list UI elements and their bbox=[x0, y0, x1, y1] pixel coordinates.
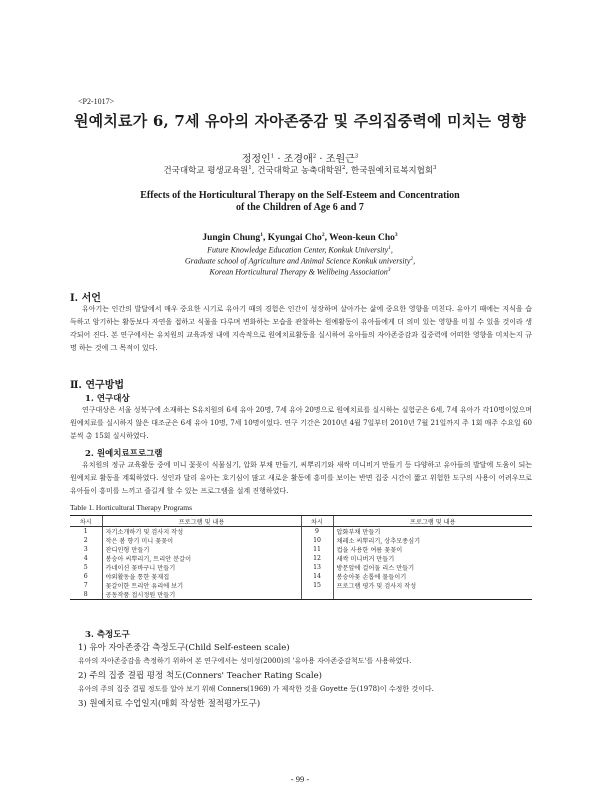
table-row bbox=[70, 536, 532, 545]
title-korean: 원예치료가 6, 7세 유아의 자아존중감 및 주의집중력에 미치는 영향 bbox=[73, 112, 527, 130]
table-row bbox=[70, 590, 532, 600]
table-cell: 압화부채 만들기 bbox=[333, 527, 532, 537]
table-cell: 5 bbox=[83, 564, 88, 571]
table-row bbox=[70, 527, 532, 537]
affiliation: Korean Horticultural Therapy & Wellbeing Association bbox=[209, 267, 388, 277]
table-cell: 봉숭아 씨뿌리기, 트리안 분갈이 bbox=[102, 554, 301, 563]
measure-description: 유아의 주의 집중 결핍 정도를 알아 보기 위해 Conners(1969) 가 제작한 것을 Goyette 등(1978)이 수정한 것이다. bbox=[78, 685, 434, 693]
author-sup: 2 bbox=[312, 153, 317, 160]
table-cell: 7 bbox=[83, 582, 88, 589]
table-row bbox=[70, 545, 532, 554]
title-english-line: Effects of the Horticultural Therapy on the Self-Esteem and Concentration bbox=[140, 190, 460, 201]
table-header: 프로그램 및 내용 bbox=[102, 516, 301, 527]
table-cell: 12 bbox=[301, 554, 333, 563]
subsection-heading-measures: 3. 측정도구 bbox=[85, 630, 130, 640]
table-row bbox=[70, 572, 532, 581]
page-number: - 99 - bbox=[290, 774, 310, 784]
author-name: 조원근 bbox=[325, 154, 355, 165]
table-header: 프로그램 및 내용 bbox=[333, 516, 532, 527]
intro-paragraph: 유아기는 인간의 발달에서 매우 중요한 시기로 유아기 때의 경험은 인간이 성장하며 살아가는 삶에 중요한 영향을 미친다. 유아기 때에는 지식을 습득하고 암기하는 활동보다 자연을 접하고 식물을 다루며 변화하는 모습을 관찰하는 원예활동이 유아들에게 더 의미 있는 영향을 미칠 수 있을 것이라 생각되어 진다. 본 연구에서는 유치원의 교육과정 내에 지속적으로 원예치료활동을 실시하여 유아들의 자아존중감과 집중력에 어떠한 영향을 미치는지 규명 하는 것에 그 목적이 있다. bbox=[70, 305, 532, 352]
table-row bbox=[70, 581, 532, 590]
measure-description: 유아의 자아존중감을 측정하기 위하여 본 연구에서는 성미성(2000)의 '유아용 자아존중감척도'를 사용하였다. bbox=[78, 657, 412, 665]
author-sup: 3 bbox=[394, 232, 398, 238]
affiliations-korean: 건국대학교 평생교육원$^1$, 건국대학교 농축대학원$^2$, 한국원예치료복지협회$^3$ bbox=[163, 165, 437, 176]
affiliations-english bbox=[100, 244, 500, 277]
table-cell: 2 bbox=[83, 537, 88, 544]
affiliation-line bbox=[100, 266, 500, 277]
table-cell: 프로그램 평가 및 검사지 작성 bbox=[333, 581, 532, 590]
author-sup: 2 bbox=[321, 232, 325, 238]
table-cell: 봉숭아꽃 손톱에 물들이기 bbox=[333, 572, 532, 581]
author-name: Kyungai Cho bbox=[267, 233, 322, 244]
table-cell: 꽃갈이한 트리안 유리에 보기 bbox=[102, 581, 301, 590]
affiliation: Graduate school of Agriculture and Animal Science Konkuk university bbox=[184, 256, 411, 266]
affiliation-sup: 1 bbox=[248, 165, 252, 172]
table-cell: 4 bbox=[83, 555, 88, 562]
affiliation-sup: 3 bbox=[433, 165, 437, 172]
table-cell: 15 bbox=[301, 581, 333, 590]
title-english bbox=[100, 190, 500, 214]
table-cell bbox=[333, 590, 532, 600]
measure-item: 3) 원예치료 수업일지(매회 작성한 절적평가도구) bbox=[78, 699, 261, 709]
affiliation-line: Future Knowledge Education Center, Konkuk University$^1$, bbox=[207, 245, 393, 255]
table-cell: 13 bbox=[301, 563, 333, 572]
table-cell: 11 bbox=[301, 545, 333, 554]
table-cell bbox=[301, 590, 333, 600]
table-cell: 14 bbox=[301, 572, 333, 581]
affiliation: 건국대학교 평생교육원 bbox=[163, 166, 249, 176]
abstract-code: <P2-1017> bbox=[78, 97, 115, 106]
affiliation-sup: 2 bbox=[410, 256, 414, 263]
author-name: Weon-keun Cho bbox=[329, 233, 395, 244]
table-header-row bbox=[70, 516, 532, 527]
table-caption: Table 1. Horticultural Therapy Programs bbox=[70, 503, 193, 512]
table-cell: 야외활동을 통한 꽃재집 bbox=[102, 572, 301, 581]
subsection-heading-program: 2. 원예치료프로그램 bbox=[85, 449, 163, 459]
section-heading-methods: Ⅱ. 연구방법 bbox=[70, 380, 125, 391]
affiliation-sup: 2 bbox=[342, 165, 346, 172]
table-cell: 자기소개하기 및 검사지 작성 bbox=[102, 527, 301, 537]
authors-english: Jungin Chung$^1$, Kyungai Cho$^2$, Weon-keun Cho$^3$ bbox=[202, 232, 398, 244]
table-cell: 잔디인형 만들기 bbox=[102, 545, 301, 554]
program-table bbox=[70, 515, 532, 600]
table-cell: 채레소 씨뿌리기, 상추모종심기 bbox=[333, 536, 532, 545]
table-cell: 8 bbox=[70, 590, 102, 600]
program-paragraph: 유치원의 정규 교육활동 중에 미니 꽃꽂이 식물심기, 압화 부채 만들기, 씨뿌리기와 새싹 미니비거 만들기 등 다양하고 유아들의 발달에 도움이 되는 원예치료 활동을 계획하였다. 성인과 달리 유아는 호기심이 많고 새로운 활동에 흥미를 보이는 반면 집중 시간이 짧고 위험한 도구의 사용이 어려우므로 유아들이 흥미를 느끼고 즐길게 할 수 있는 프로그램을 설계 진행하였다. bbox=[70, 461, 532, 495]
author-sup: 1 bbox=[270, 153, 275, 160]
subjects-paragraph: 연구대상은 서울 성북구에 소재하는 S유치원의 6세 유아 20명, 7세 유아 20명으로 원예치료를 실시하는 실험군은 6세, 7세 유아가 각10명이었으며 원예치료를 실시하지 않은 대조군은 6세 유아 10명, 7세 10명이었다. 연구 기간은 2010년 4월 7일부터 2010년 7월 21일까지 주 1회 매주 수요일 60분씩 총 15회 실시하였다. bbox=[70, 406, 532, 440]
section-heading-intro: Ⅰ. 서언 bbox=[70, 293, 101, 304]
table-cell: 작은 봄 향기 미니 꽃꽂이 bbox=[102, 536, 301, 545]
table-cell: 1 bbox=[83, 528, 88, 535]
table-row bbox=[70, 563, 532, 572]
table-cell: 카네이션 꽃바구니 만들기 bbox=[102, 563, 301, 572]
authors-korean: 정정인$^1$ · 조경애$^2$ · 조원근$^3$ bbox=[241, 153, 359, 165]
affiliation: Future Knowledge Education Center, Konkuk University bbox=[207, 245, 389, 255]
title-english-line: of the Children of Age 6 and 7 bbox=[236, 202, 364, 213]
table-cell: 10 bbox=[301, 536, 333, 545]
table-header: 차시 bbox=[301, 516, 333, 527]
affiliation: 한국원예치료복지협회 bbox=[350, 166, 434, 176]
affiliation-line: Graduate school of Agriculture and Animal Science Konkuk university$^2$, bbox=[184, 256, 416, 266]
table-header: 차시 bbox=[70, 516, 102, 527]
affiliation-sup: 3 bbox=[387, 267, 391, 274]
table-cell: 9 bbox=[301, 527, 333, 537]
measure-item: 2) 주의 집중 결핍 평정 척도(Conners' Teacher Rating Scale) bbox=[78, 671, 322, 681]
table-cell: 새싹 미니버거 만들기 bbox=[333, 554, 532, 563]
measure-item: 1) 유아 자아존중감 측정도구(Child Self-esteen scale) bbox=[78, 643, 290, 653]
author-name: 정정인 bbox=[241, 154, 271, 165]
author-name: 조경애 bbox=[283, 154, 313, 165]
affiliation-sup: 1 bbox=[388, 245, 391, 251]
table-cell: 컵을 사용한 여름 꽃꽂이 bbox=[333, 545, 532, 554]
affiliation: 건국대학교 농축대학원 bbox=[257, 166, 343, 176]
table-cell: 6 bbox=[83, 573, 88, 580]
table-cell: 공동작품 접시정원 만들기 bbox=[102, 590, 301, 600]
table-row bbox=[70, 554, 532, 563]
table-cell: 방문앞에 걸어둘 리스 만들기 bbox=[333, 563, 532, 572]
table-cell: 3 bbox=[83, 546, 88, 553]
subsection-heading-subjects: 1. 연구대상 bbox=[85, 394, 130, 404]
author-name: Jungin Chung bbox=[202, 233, 261, 244]
author-sup: 3 bbox=[354, 153, 359, 160]
author-sup: 1 bbox=[260, 232, 263, 238]
